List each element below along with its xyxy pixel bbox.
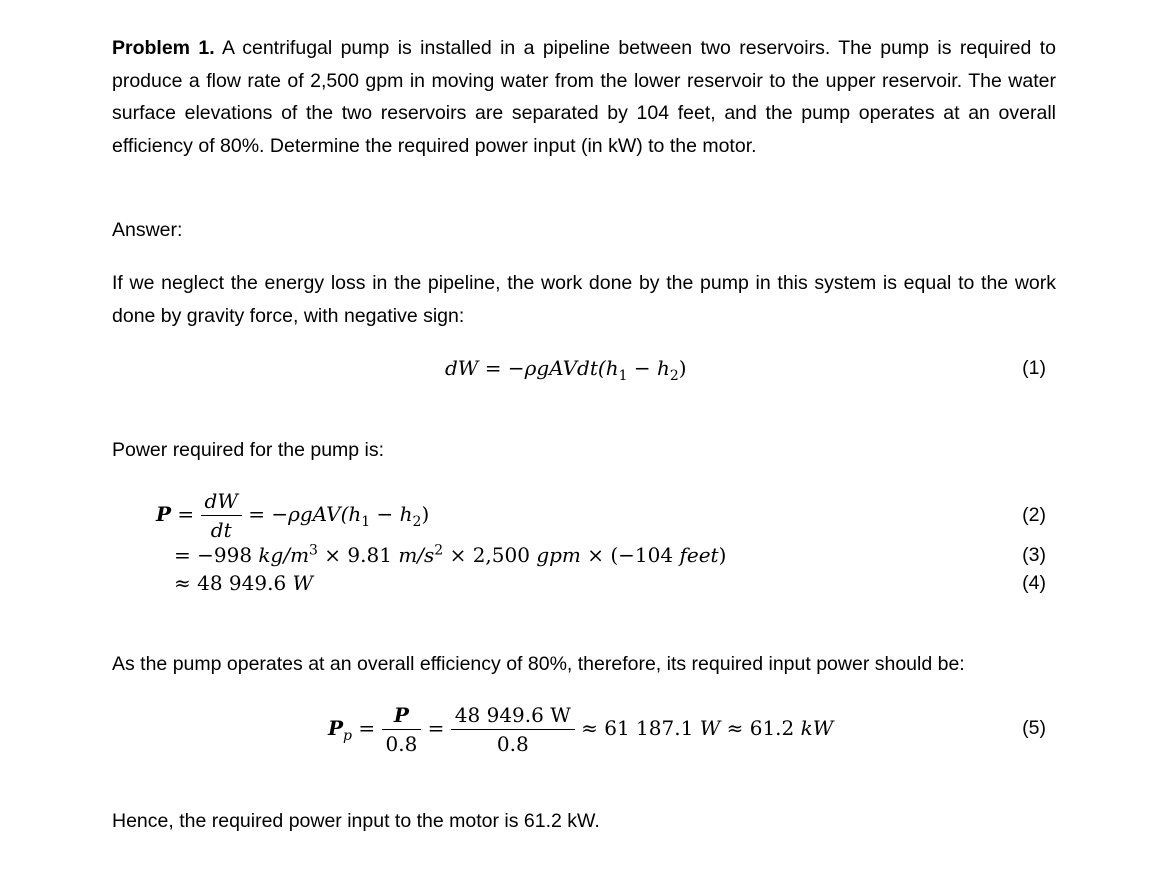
- eq5-fraction-2: [451, 702, 575, 757]
- eq2-rhs-a: = −ρgAV(h: [241, 502, 362, 526]
- eq2-frac-den: dt: [210, 518, 232, 542]
- efficiency-intro: As the pump operates at an overall efficiency of 80%, therefore, its required input power should be:: [112, 653, 965, 675]
- eq4-text: ≈ 48 949.6: [174, 571, 293, 595]
- eq1-close: ): [678, 356, 687, 380]
- problem-label: Problem 1.: [112, 37, 215, 59]
- eq1-sub1: 1: [618, 368, 628, 384]
- problem-text: A centrifugal pump is installed in a pipeline between two reservoirs. The pump is required to produce a flow rate of 2,500 gpm in moving water from the lower reservoir to the upper reservoir. The water surface elevations of the two reservoirs are separated by 104 feet, and the pump operates at an overall efficiency of 80%. Determine the required power input (in kW) to the motor.: [112, 37, 1056, 157]
- eq5-frac1-num: P: [393, 703, 409, 727]
- eq5-frac2-bar: [451, 729, 575, 730]
- eq5-frac2-num: 48 949.6 W: [454, 703, 571, 727]
- eq1-number: (1): [1022, 357, 1046, 379]
- equation-1: [445, 352, 687, 385]
- conclusion: Hence, the required power input to the motor is 61.2 kW.: [112, 810, 600, 832]
- equation-5: [328, 702, 833, 757]
- eq5-number: (5): [1022, 717, 1046, 739]
- eq2-frac-bar: [201, 515, 242, 516]
- eq5-frac1-den: 0.8: [385, 732, 418, 756]
- eq5-rhs-a: ≈ 61 187.1: [574, 716, 700, 740]
- eq3-unit3: gpm: [536, 543, 581, 567]
- eq2-fraction: [201, 488, 242, 543]
- eq2-frac-num: dW: [204, 489, 238, 513]
- answer-label: Answer:: [112, 219, 183, 241]
- eq1-lhs: dW: [445, 356, 479, 380]
- eq3-text-e: ): [718, 543, 727, 567]
- eq5-equals-1: =: [352, 716, 382, 740]
- eq5-equals-2: =: [421, 716, 451, 740]
- eq2-close: ): [421, 502, 430, 526]
- eq2-mid: − h: [370, 502, 413, 526]
- eq5-lhs: P: [328, 716, 344, 740]
- eq5-rhs-b: ≈ 61.2: [720, 716, 801, 740]
- eq3-unit4: feet: [679, 543, 719, 567]
- equation-2: [156, 488, 429, 543]
- eq1-equals: =: [478, 356, 508, 380]
- eq5-unit-b: kW: [800, 716, 834, 740]
- eq3-number: (3): [1022, 544, 1046, 566]
- power-intro: Power required for the pump is:: [112, 439, 385, 461]
- eq3-sup2: 2: [434, 542, 444, 559]
- eq2-sub1: 1: [361, 514, 371, 530]
- eq5-frac1-bar: [382, 729, 422, 730]
- eq1-mid: − h: [627, 356, 670, 380]
- eq3-unit2: m/s: [398, 543, 435, 567]
- eq3-unit1: kg/m: [258, 543, 310, 567]
- eq2-equals: =: [171, 502, 201, 526]
- intro-paragraph: If we neglect the energy loss in the pipeline, the work done by the pump in this system is equal to the work done by gravity force, with negative sign:: [112, 272, 1056, 327]
- eq2-lhs: P: [156, 502, 172, 526]
- eq2-number: (2): [1022, 504, 1046, 526]
- eq5-frac2-den: 0.8: [496, 732, 529, 756]
- eq3-text-a: = −998: [174, 543, 259, 567]
- eq3-text-c: × 2,500: [443, 543, 537, 567]
- eq2-sub2: 2: [412, 514, 422, 530]
- eq5-fraction-1: [382, 702, 422, 757]
- eq4-unit: W: [292, 571, 314, 595]
- eq5-unit-a: W: [699, 716, 721, 740]
- eq5-lhs-sub: p: [343, 728, 353, 744]
- eq1-sub2: 2: [669, 368, 679, 384]
- eq4-number: (4): [1022, 572, 1046, 594]
- eq3-sup1: 3: [309, 542, 318, 559]
- eq3-text-d: × (−104: [580, 543, 680, 567]
- eq3-text-b: × 9.81: [317, 543, 399, 567]
- eq1-rhs-a: −ρgAVdt(h: [507, 356, 619, 380]
- problem-statement: [112, 32, 1056, 162]
- equation-4: [174, 567, 313, 600]
